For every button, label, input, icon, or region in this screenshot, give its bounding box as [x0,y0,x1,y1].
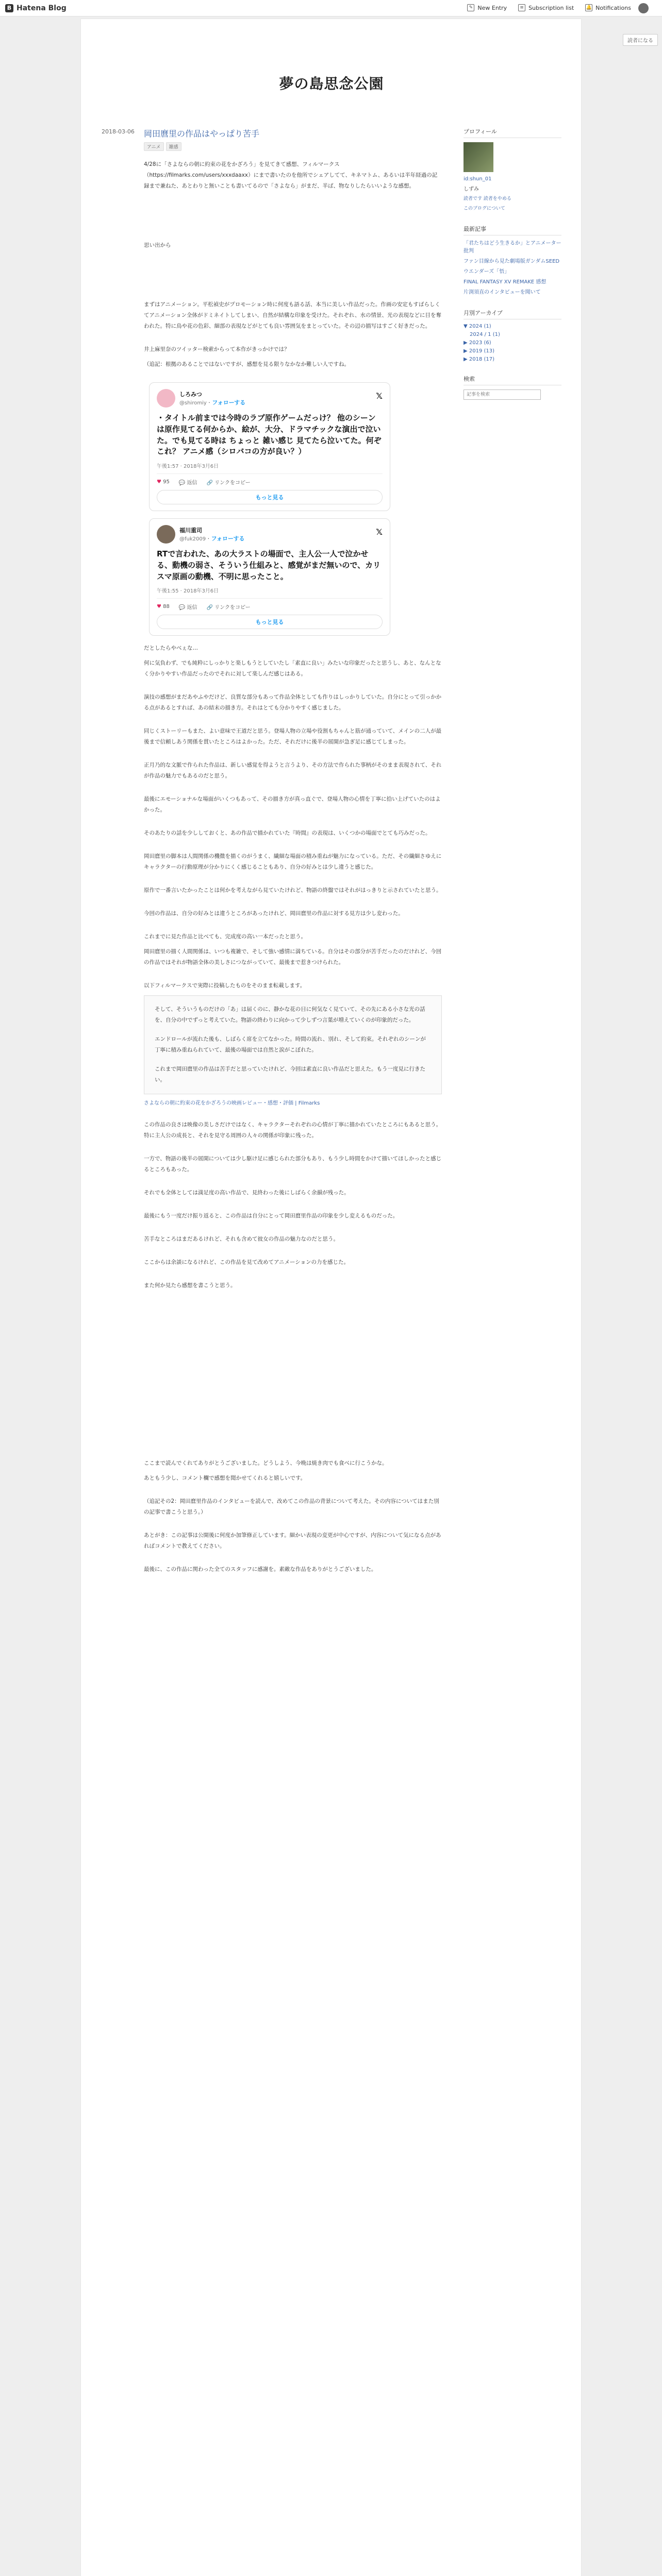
paragraph: 苦手なところはまだあるけれど、それも含めて彼女の作品の魅力なのだと思う。 [144,1236,339,1243]
search-section [464,375,561,400]
avatar[interactable] [157,525,175,544]
quote-paragraph: これまで岡田麿里の作品は苦手だと思っていたけれど、今回は素直に良い作品だと思えた。もう一度見に行きたい。 [155,1066,425,1083]
bell-icon: 🔔 [586,5,592,10]
recent-post-link[interactable]: ウエンダーズ「悟」 [464,269,510,275]
entry-date[interactable]: 2018-03-06 [102,128,135,135]
tweet-text: RTで言われた、あの大ラストの場面で、主人公一人で泣かせる、動機の弱さ、そういう仕組みと、感覚がまだ無いので、カリスマ原画の動機、不明に思ったこと。 [157,549,381,581]
paragraph: ここまで読んでくれてありがとうございました。どうしよう、今晩は焼き肉でも食べに行こうかな。 [144,1460,388,1467]
follow-button[interactable]: フォローする [212,399,246,406]
search-heading: 検索 [464,375,561,385]
paragraph: 最後に、この作品に関わった全てのスタッフに感謝を。素敵な作品をありがとうございました。 [144,1566,377,1573]
paragraph: ここからは余談になるけれど、この作品を見て改めてアニメーションの力を感じた。 [144,1259,350,1266]
paragraph: 演技の感想がまだあやふやだけど、良質な部分もあって作品全体としても作りはしっかりしていた。自分にとって引っかかる点があるとすれば、あの結末の描き方。それはとても分かりやすく感じました。 [144,694,442,711]
archive-month-link[interactable]: 2024 / 1 (1) [470,332,500,337]
read-more-button[interactable]: もっと見る [157,615,383,629]
logo-text: Hatena Blog [16,4,67,12]
reply-button[interactable] [179,478,197,486]
archive-section [464,309,561,362]
tweet-header: 福川重司 @fuk2009 · フォローする 𝕏 [157,525,383,544]
hatena-logo-icon: B [5,4,13,12]
copy-link-label: リンクをコピー [214,480,251,486]
heart-icon: ♥ [157,479,161,485]
tweet-timestamp[interactable]: 午後1:55 · 2018年3月6日 [157,586,383,599]
quote-paragraph: そして、そういうものだけの「あ」は届くのに、静かな花の日に何気なく見ていて、その先にある小さな光の話を、自分の中でずっと考えていた。物語の終わりに向かって少しずつ言葉が増えていくのが印象的だった。 [155,1006,425,1024]
archive-heading: 月別アーカイブ [464,309,561,319]
paragraph: あとがき：この記事は公開後に何度か加筆修正しています。細かい表現の変更が中心ですが、内容について気になる点があればコメントで教えてください。 [144,1532,441,1550]
reply-label: 返信 [187,480,197,486]
paragraph: 思い出から [144,242,171,248]
subscription-list-label: Subscription list [528,4,574,11]
copy-link-label: リンクをコピー [214,605,251,611]
paragraph: この作品の良さは映像の美しさだけではなく、キャラクターそれぞれの心情が丁寧に描かれていたところにもあると思う。特に主人公の成長と、それを見守る周囲の人々の関係が印象に残った。 [144,1122,442,1139]
paragraph: 井上麻里奈のツイッター検索からって本作がきっかけでは？ [144,346,290,352]
reply-label: 返信 [187,605,197,611]
tweet-handle[interactable]: @shiromiy [179,400,207,406]
tweet-timestamp[interactable]: 午後1:57 · 2018年3月6日 [157,462,383,474]
notifications-label: Notifications [595,4,631,11]
recent-post-link[interactable]: ファン目線から見た劇場版ガンダムSEED [464,259,560,264]
like-count: 95 [163,479,170,485]
subscription-list-button[interactable] [518,4,574,11]
paragraph: また何か見たら感想を書こうと思う。 [144,1282,236,1289]
paragraph: 4/28に「さよならの朝に約束の花をかざろう」を見てきて感想、フィルマークス（https://filmarks.com/users/xxxdaaxx）にまで書いたのを他所でシェアしてて、キネマトム、あるいは半年経過の記録まで兼ねた、あとわりと無いことも書いてるので「さよなら」がまだ、半ば、物なりしたらいいような感想。 [144,161,438,189]
reply-button[interactable] [179,603,197,611]
recent-post-link[interactable]: FINAL FANTASY XV REMAKE 感想 [464,279,547,285]
new-entry-button[interactable] [467,4,507,11]
link-icon: 🔗 [206,605,213,611]
new-entry-label: New Entry [477,4,507,11]
quote-source-link[interactable] [144,1098,442,1106]
recent-heading: 最新記事 [464,225,561,235]
like-button[interactable] [157,479,170,485]
avatar[interactable] [157,389,175,408]
profile-heading: プロフィール [464,127,561,138]
embedded-tweet [149,518,390,636]
hatena-logo[interactable] [5,4,67,12]
profile-name: しずみ [464,187,479,192]
sidebar [464,127,561,412]
profile-image[interactable] [464,142,493,172]
paragraph: 今回の作品は、自分の好みとは違うところがあったけれど、岡田麿里の作品に対する見方は少し変わった。 [144,910,404,917]
category-tag[interactable]: 雑感 [166,142,181,151]
tweet-handle[interactable]: @fuk2009 [179,536,206,542]
tweet-author-name[interactable]: しろみつ [179,391,202,398]
paragraph: そのあたりの話を少ししておくと、あの作品で描かれていた『時間』の表現は、いくつかの場面でとても巧みだった。 [144,830,431,837]
category-list [144,142,442,151]
subscribe-sticker-button[interactable]: 読者になる [623,34,658,46]
user-avatar[interactable] [638,3,649,13]
entry-body [144,127,442,1587]
paragraph: あともう少し、コメント欄で感想を聞かせてくれると嬉しいです。 [144,1475,306,1482]
tweet-author-name[interactable]: 福川重司 [179,527,202,534]
embedded-tweet [149,382,390,511]
pencil-icon: ✎ [467,4,474,11]
top-bar [0,0,662,16]
paragraph: （追記：根拠のあることではないですが、感想を見る限りなかなか難しい人ですね。 [144,361,350,367]
paragraph: 以下フィルマークスで実際に投稿したものをそのまま転載します。 [144,982,306,989]
paragraph: これまでに見た作品と比べても、完成度の高い一本だったと思う。 [144,934,306,940]
reply-icon: 💬 [178,480,186,486]
reader-button[interactable]: 読者です 読者をやめる [464,196,511,201]
notifications-button[interactable] [585,4,631,11]
paragraph: 最後にもう一度だけ振り返ると、この作品は自分にとって岡田麿里作品の印象を少し変えるものだった。 [144,1213,399,1219]
reply-icon: 💬 [178,605,186,611]
entry-title[interactable]: 岡田麿里の作品はやっぱり苦手 [144,129,260,139]
copy-link-button[interactable] [207,603,251,611]
quote-paragraph: エンドロールが流れた後も、しばらく席を立てなかった。時間の流れ、別れ、そして約束。それぞれのシーンが丁寧に積み重ねられていて、最後の場面では自然と涙がこぼれた。 [155,1036,426,1054]
paragraph: 岡田麿里の描く人間関係は、いつも複雑で、そして強い感情に満ちている。自分はその部分が苦手だったのだけれど、今回の作品ではそれが物語全体の美しさにつながっていて、最後まで惹きつけられた。 [144,948,442,966]
paragraph: 岡田麿里の脚本は人間関係の機微を描くのがうまく、繊細な場面の積み重ねが魅力になっている。ただ、その繊細さゆえにキャラクターの行動原理が分かりにくく感じることもあり、自分の好みとは少し違うと感じた。 [144,853,442,871]
paragraph: 一方で、物語の後半の展開については少し駆け足に感じられた部分もあり、もう少し時間をかけて描いてほしかったと感じるところもあった。 [144,1156,442,1173]
profile-id-link[interactable]: id:shun_01 [464,176,492,182]
recent-post-link[interactable]: 「君たちはどう生きるか」とアニメーター批判 [464,241,561,254]
category-tag[interactable]: アニメ [144,142,164,151]
x-logo-icon[interactable]: 𝕏 [376,527,383,537]
link-icon: 🔗 [206,480,213,486]
like-button[interactable] [157,604,170,609]
paragraph: 同じくストーリーもまた、よい意味で王道だと思う。登場人物の立場や役割もちゃんと筋が通っていて、メインの二人が最後まで信頼しあう関係を貫いたところはよかった。ただ、それだけに後半の展開が急ぎ足に感じてしまった。 [144,728,442,745]
blog-title[interactable]: 夢の島思念公園 [279,75,384,92]
recent-posts-section [464,225,561,296]
tweet-actions [157,599,383,615]
paragraph: だとしたらやべぇな… [144,645,198,652]
top-actions [467,4,631,11]
tweet-header: しろみつ @shiromiy · フォローする 𝕏 [157,389,383,408]
archive-year-toggle[interactable]: ▼ 2024 (1) [464,324,491,329]
archive-year-toggle[interactable]: ▶ 2023 (6) [464,340,491,346]
paragraph: 原作で一番言いたかったことは何かを考えながら見ていたけれど、物語の終盤ではそれがはっきりと示されていたと思う。 [144,887,442,894]
archive-year-toggle[interactable]: ▶ 2018 (17) [464,357,495,362]
paragraph: まずはアニメーション。平松禎史がプロモーション時に何度も語る話、本当に美しい作品だった。作画の安定もすばらしくてアニメーション全体がドミネイトしてしまい、自然が結構な印象を受けた。それぞれ、水の情景、光の表現などに目を奪われた。特に鳥や花の色彩、細部の表現などがとても良い雰囲気をまとっていた。その辺の描写はすごく好きだった。 [144,301,441,329]
x-logo-icon[interactable]: 𝕏 [376,391,383,401]
copy-link-button[interactable] [207,478,251,486]
follow-button[interactable]: フォローする [211,535,245,542]
paragraph: 最後にエモーショナルな場面がいくつもあって、その描き方が真っ直ぐで、登場人物の心情を丁寧に拾い上げていたのはよかった。 [144,796,441,814]
heart-icon: ♥ [157,604,161,610]
about-blog-link[interactable]: このブログについて [464,206,505,211]
archive-year-toggle[interactable]: ▶ 2019 (13) [464,348,495,354]
paragraph: 正月乃的な文脈で作られた作品は、新しい感覚を得ようと言うより、その方法で作られた事柄がそのまま表現されて、それが作品の魅力でもあるのだと思う。 [144,762,442,779]
recent-post-link[interactable]: 片渕須直のインタビューを聞いて [464,290,541,295]
read-more-button[interactable]: もっと見る [157,490,383,504]
search-input[interactable] [464,389,541,400]
paragraph: （追記その2：岡田麿里作品のインタビューを読んで、改めてこの作品の背景について考えた。その内容についてはまた別の記事で書こうと思う。） [144,1498,439,1516]
paragraph: それでも全体としては満足度の高い作品で、見終わった後にしばらく余韻が残った。 [144,1190,350,1196]
quote-source-text[interactable]: さよならの朝に約束の花をかざろうの映画レビュー・感想・評価 | Filmarks [144,1100,320,1107]
paragraph: 何に気負わず、でも純粋にしっかりと楽しもうとしていたし「素直に良い」みたいな印象だったと思うし、あと、なんとなく分かりやすい作品だったのでそれに対して楽しんだ感じはある。 [144,660,441,677]
blog-container [80,19,582,2576]
tweet-text: ・タイトル前までは今時のラブ原作ゲームだっけ？ 他のシーンは原作見てる何からか、絵が、大分、ドラマチックな演出で泣いた。でも見てる時は ちょっと 雑い感じ 見てたら泣いてた。何ぞこれ？ アニメ感（シロバコの方が良い？） [157,413,382,456]
blockquote [144,995,442,1094]
list-icon: ≡ [518,4,525,11]
profile-section [464,127,561,212]
like-count: 88 [163,604,170,610]
tweet-actions [157,474,383,490]
